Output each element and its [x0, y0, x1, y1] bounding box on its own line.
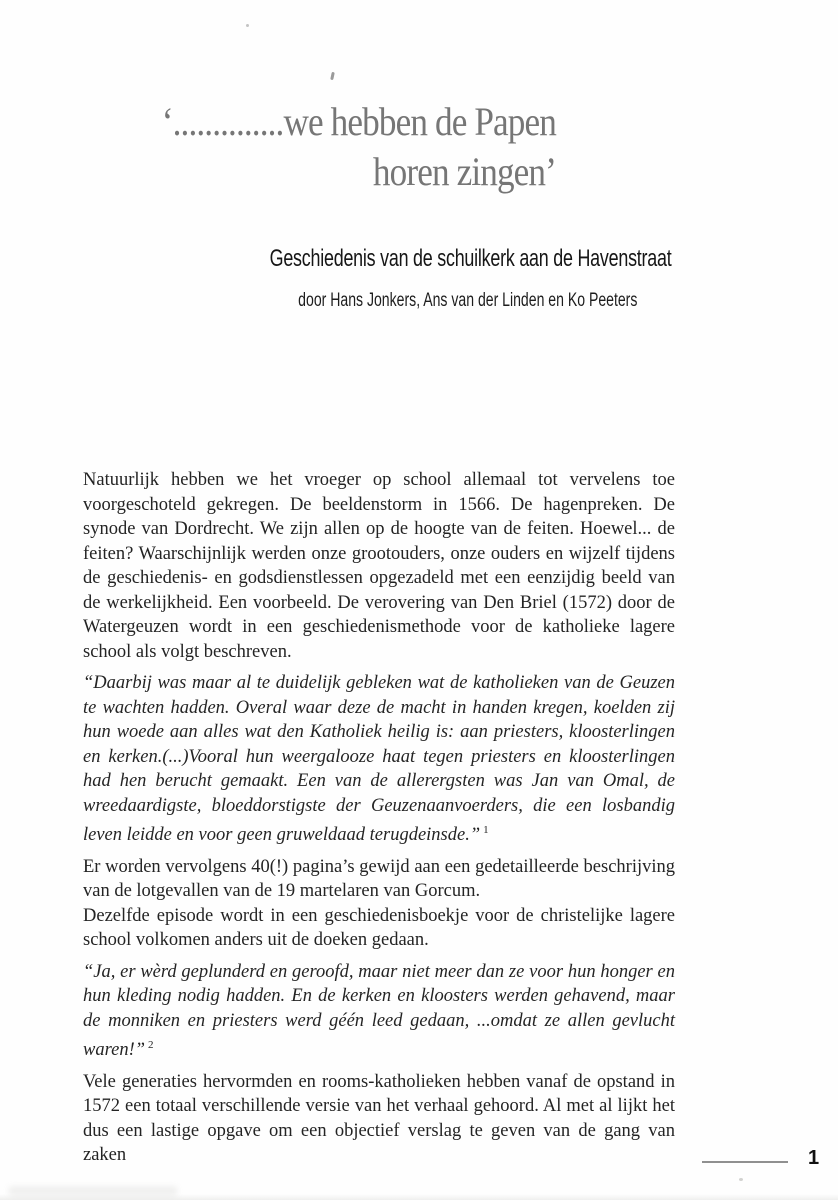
footer-rule: [702, 1161, 788, 1163]
paragraph-intro: Natuurlijk hebben we het vroeger op school allemaal tot vervelens toe voorgeschoteld gekregen. De beeldenstorm in 1566. De hagenpreken. De synode van Dordrecht. We zijn allen op de hoogte van de feiten. Hoewel... de feiten? Waarschijnlijk werden onze grootouders, onze ouders en wijzelf tijdens de geschiedenis- en godsdienstlessen opgezadeld met een eenzijdig beeld van de werkelijkheid. Een voorbeeld. De verovering van Den Briel (1572) door de Watergeuzen wordt in een geschiedenismethode voor de katholieke lagere school als volgt beschreven.: [83, 470, 675, 662]
blockquote-christian-schoolbook: [83, 960, 675, 1063]
article-subtitle: Geschiedenis van de schuilkerk aan de Havenstraat: [269, 245, 671, 272]
paragraph-generations: Vele generaties hervormden en rooms-katholieken hebben vanaf de opstand in 1572 een totaal verschillende versie van het verhaal gehoord. Al met al lijkt het dus een lastige opgave om een objectief verslag te geven van de gang van zaken: [83, 1071, 675, 1165]
article-title-line1: ‘..............we hebben de Papen: [161, 99, 556, 144]
paragraph-same-episode: Dezelfde episode wordt in een geschiedenisboekje voor de christelijke lagere school volkomen anders uit de doeken gedaan.: [83, 905, 675, 950]
footnote-ref-1: 1: [483, 824, 489, 836]
scan-speck: [330, 72, 335, 80]
blockquote-catholic-schoolbook: [83, 671, 675, 848]
article-title: [162, 97, 556, 197]
scan-speck: [739, 1178, 743, 1181]
footnote-ref-2: 2: [148, 1039, 154, 1051]
paragraph-forty-pages: Er worden vervolgens 40(!) pagina’s gewijd aan een gedetailleerde beschrijving van de lotgevallen van de 19 martelaren van Gorcum.: [83, 856, 675, 901]
body-text-column: [83, 468, 675, 1168]
page-number: 1: [808, 1147, 820, 1169]
scan-edge-shadow: [0, 1194, 838, 1200]
scan-speck: [246, 24, 249, 27]
article-byline: door Hans Jonkers, Ans van der Linden en Ko Peeters: [297, 290, 637, 311]
blockquote-text: “Daarbij was maar al te duidelijk gebleken wat de katholieken van de Geuzen te wachten hadden. Overal waar deze de macht in handen kregen, koelden zij hun woede aan alles wat den Katholiek heilig is: aan priesters, kloosterlingen en kerken.(...)Vooral hun weergalooze haat tegen priesters en kloosterlingen had hen berucht gemaakt. Een van de allerergsten was Jan van Omal, de wreedaardigste, bloeddorstigste der Geuzenaanvoerders, die een losbandig leven leidde en voor geen gruweldaad terugdeinsde.”: [83, 673, 675, 845]
blockquote-text: “Ja, er wèrd geplunderd en geroofd, maar niet meer dan ze voor hun honger en hun kleding nodig hadden. En de kerken en kloosters werden gehavend, maar de monniken en priesters werd géén leed gedaan, ...omdat ze allen gevlucht waren!”: [83, 961, 675, 1060]
article-title-line2: horen zingen’: [372, 149, 556, 194]
